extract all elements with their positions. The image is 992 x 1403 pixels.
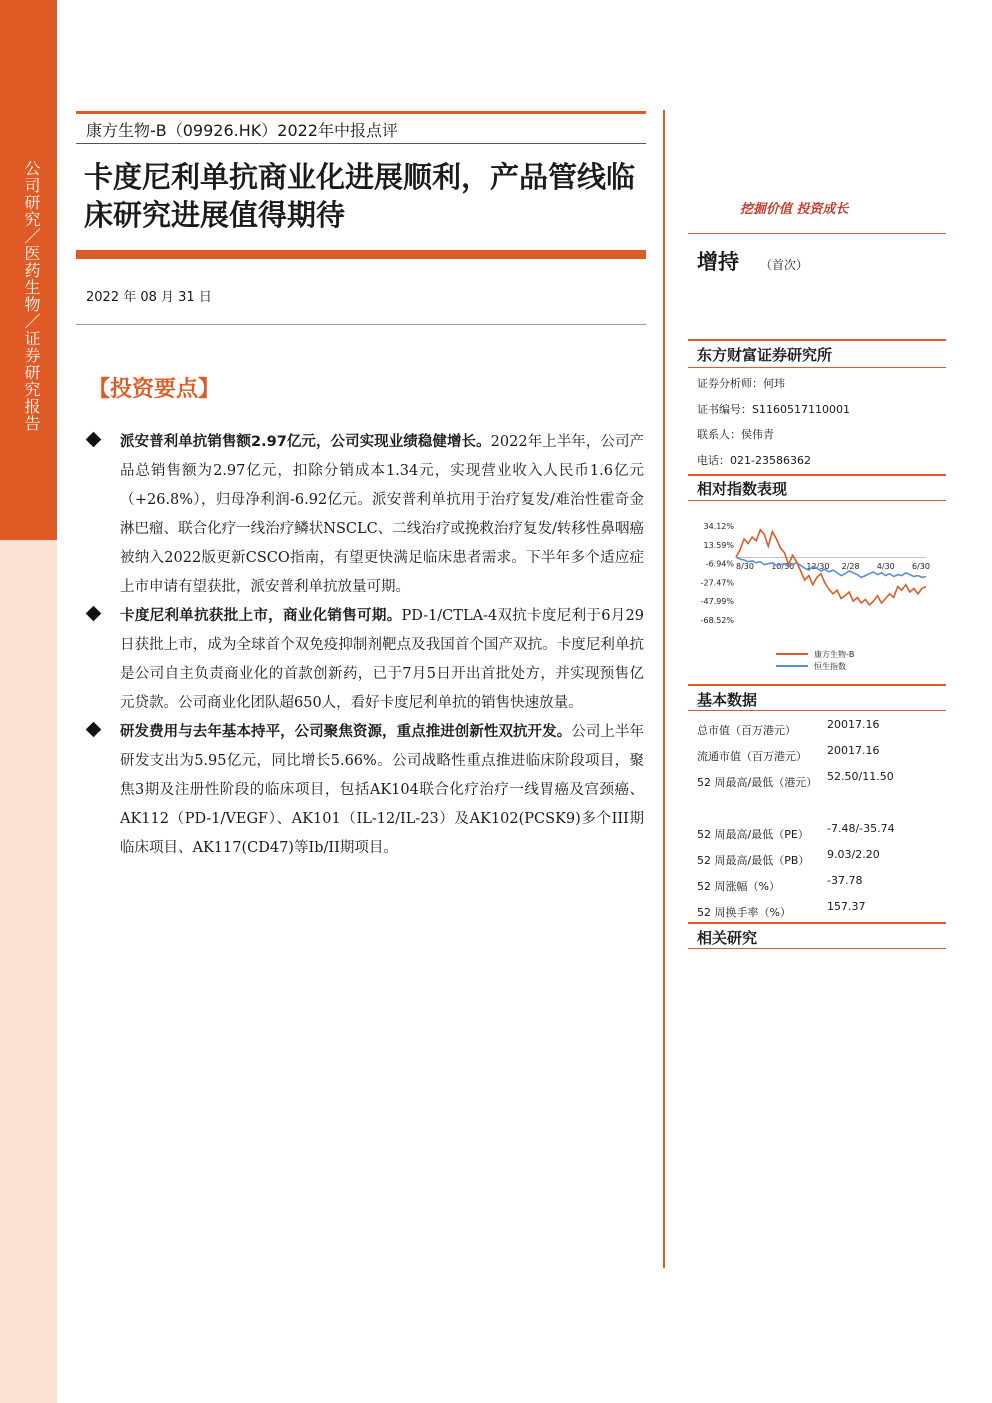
y-tick-label: -47.99% bbox=[700, 597, 734, 607]
point-body: PD-1/CTLA-4双抗卡度尼利于6月29日获批上市，成为全球首个双免疫抑制剂靶点及我国首个国产双抗。卡度尼利单抗是公司自主负责商业化的首款创新药，已于7月5日开出首批处方，并实现预售亿元贷款。公司商业化团队超650人，看好卡度尼利单抗的销售快速放量。 bbox=[120, 608, 645, 711]
firm-bottom-rule bbox=[688, 367, 946, 368]
y-tick-label: 13.59% bbox=[703, 540, 734, 550]
basic-data-title: 基本数据 bbox=[697, 691, 758, 709]
row-value: 20017.16 bbox=[827, 744, 880, 757]
rating-note: （首次） bbox=[760, 258, 809, 272]
series-line bbox=[736, 530, 926, 605]
row-value: 9.03/2.20 bbox=[827, 848, 880, 861]
title-accent-bar bbox=[76, 250, 646, 259]
firm-top-rule bbox=[688, 339, 946, 341]
x-tick-label: 4/30 bbox=[876, 562, 895, 572]
diamond-bullet-icon bbox=[86, 432, 102, 448]
report-type: 康方生物-B（09926.HK）2022年中报点评 bbox=[86, 121, 398, 140]
analyst: 证券分析师：何玮 bbox=[697, 377, 785, 390]
slogan: 挖掘价值 投资成长 bbox=[740, 202, 849, 217]
row-value: -7.48/-35.74 bbox=[827, 822, 895, 835]
investment-point bbox=[88, 718, 644, 863]
related-bottom-rule bbox=[688, 948, 946, 949]
row-label: 总市值（百万港元） bbox=[697, 724, 796, 737]
research-firm: 东方财富证券研究所 bbox=[697, 346, 833, 364]
rating: 增持 bbox=[697, 250, 739, 274]
legend-label: 恒生指数 bbox=[814, 662, 846, 671]
x-tick-label: 6/30 bbox=[912, 562, 930, 572]
contact-person: 联系人：侯伟青 bbox=[697, 428, 774, 441]
basic-data-table bbox=[697, 712, 945, 920]
x-tick-label: 8/30 bbox=[736, 562, 754, 572]
header-divider bbox=[76, 143, 646, 144]
row-value: -37.78 bbox=[827, 874, 863, 887]
diamond-bullet-icon bbox=[86, 722, 102, 738]
column-divider bbox=[663, 110, 665, 1268]
investment-points bbox=[88, 428, 644, 863]
y-tick-label: -6.94% bbox=[705, 559, 734, 569]
row-label: 52 周换手率（%） bbox=[697, 906, 791, 919]
date-divider bbox=[76, 324, 646, 325]
section-heading: 【投资要点】 bbox=[88, 376, 221, 402]
x-tick-label: 10/30 bbox=[771, 562, 795, 572]
point-body: 2022年上半年，公司产品总销售额为2.97亿元，扣除分销成本1.34元，实现营业收入人民币1.6亿元（+26.8%），归母净利润-6.92亿元。派安普利单抗用于治疗复发/难治性霍奇金淋巴瘤、联合化疗一线治疗鳞状NSCLC、二线治疗或挽救治疗复发/转移性鼻咽癌被纳入2022版更新CSCO指南，有望更快满足临床患者需求。下半年多个适应症上市申请有望获批，派安普利单抗放量可期。 bbox=[120, 434, 644, 595]
x-tick-label: 12/30 bbox=[806, 562, 830, 572]
row-label: 流通市值（百万港元） bbox=[697, 750, 807, 763]
x-tick-label: 2/28 bbox=[841, 562, 860, 572]
diamond-bullet-icon bbox=[86, 606, 102, 622]
point-body: 公司上半年研发支出为5.95亿元，同比增长5.66%。公司战略性重点推进临床阶段项目，聚焦3期及注册性阶段的临床项目，包括AK104联合化疗治疗一线胃癌及宫颈癌、AK112（PD-1/VEGF）、AK101（IL-12/IL-23）及AK102(PCSK9)多个III期临床项目、AK117(CD47)等Ib/II期项目。 bbox=[120, 724, 645, 856]
table-row bbox=[697, 764, 945, 816]
page-title: 卡度尼利单抗商业化进展顺利，产品管线临床研究进展值得期待 bbox=[84, 160, 636, 232]
y-tick-label: -68.52% bbox=[700, 616, 734, 625]
y-tick-label: -27.47% bbox=[700, 578, 734, 588]
performance-title: 相对指数表现 bbox=[697, 480, 788, 498]
related-research-title: 相关研究 bbox=[697, 929, 758, 947]
report-date: 2022 年 08 月 31 日 bbox=[86, 290, 212, 305]
table-row bbox=[697, 712, 945, 738]
row-value: 20017.16 bbox=[827, 718, 880, 731]
table-row bbox=[697, 842, 945, 868]
rating-top-rule bbox=[688, 233, 946, 234]
perf-bottom-rule bbox=[688, 500, 946, 501]
y-tick-label: 34.12% bbox=[703, 522, 734, 531]
relative-performance-chart bbox=[688, 508, 946, 678]
point-lead: 卡度尼利单抗获批上市，商业化销售可期。 bbox=[120, 608, 402, 624]
row-label: 52 周最高/最低（PB） bbox=[697, 854, 810, 867]
row-value: 157.37 bbox=[827, 900, 866, 913]
table-row bbox=[697, 738, 945, 764]
perf-top-rule bbox=[688, 474, 946, 476]
table-row bbox=[697, 894, 945, 920]
certificate-number: 证书编号：S1160517110001 bbox=[697, 403, 850, 416]
related-top-rule bbox=[688, 922, 946, 924]
investment-point bbox=[88, 602, 644, 718]
point-lead: 研发费用与去年基本持平，公司聚焦资源，重点推进创新性双抗开发。 bbox=[120, 724, 572, 740]
row-label: 52 周涨幅（%） bbox=[697, 880, 780, 893]
row-label: 52 周最高/最低（PE） bbox=[697, 828, 809, 841]
table-row bbox=[697, 868, 945, 894]
sidebar-category: 公司研究／医药生物／证券研究报告 bbox=[22, 160, 41, 432]
legend-label: 康方生物-B bbox=[814, 650, 855, 659]
point-lead: 派安普利单抗销售额2.97亿元，公司实现业绩稳健增长。 bbox=[120, 434, 491, 450]
series-line bbox=[736, 557, 926, 577]
basic-top-rule bbox=[688, 684, 946, 686]
investment-point bbox=[88, 428, 644, 602]
table-row bbox=[697, 816, 945, 842]
basic-bottom-rule bbox=[688, 710, 946, 711]
chart-svg bbox=[688, 508, 946, 678]
row-value: 52.50/11.50 bbox=[827, 770, 894, 783]
header-top-rule bbox=[76, 111, 646, 114]
row-label: 52 周最高/最低（港元） bbox=[697, 776, 818, 789]
phone-number: 电话：021-23586362 bbox=[697, 454, 811, 467]
